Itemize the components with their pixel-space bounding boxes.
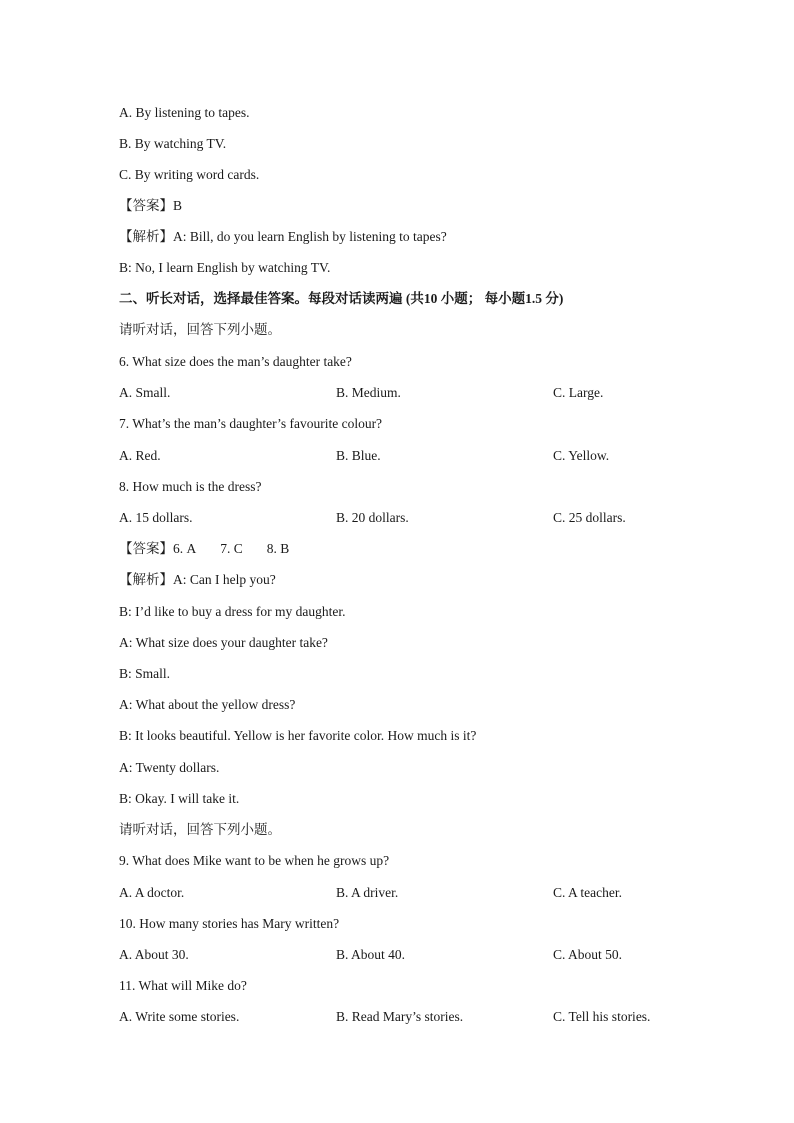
q7-option-c: C. Yellow. (553, 448, 610, 463)
q9-option-a: A. A doctor. (119, 885, 185, 900)
q11-text: 11. What will Mike do? (119, 978, 247, 993)
q5-analysis-line-2: B: No, I learn English by watching TV. (119, 260, 331, 275)
q10-option-c: C. About 50. (553, 947, 623, 962)
q8-option-b: B. 20 dollars. (336, 510, 409, 525)
q8-option-c: C. 25 dollars. (553, 510, 626, 525)
analysis-6-8-line-3: A: What size does your daughter take? (119, 635, 328, 650)
analysis-6-8-line-2: B: I’d like to buy a dress for my daughter. (119, 604, 346, 619)
q10-option-b: B. About 40. (336, 947, 406, 962)
analysis-6-8-line-7: A: Twenty dollars. (119, 760, 220, 775)
q5-option-b: B. By watching TV. (119, 136, 227, 151)
q7-option-a: A. Red. (119, 448, 161, 463)
q10-text: 10. How many stories has Mary written? (119, 916, 340, 931)
instruction-1: 请听对话，回答下列小题。 (119, 322, 281, 337)
analysis-6-8-line-6: B: It looks beautiful. Yellow is her favorite color. How much is it? (119, 728, 477, 743)
q9-option-b: B. A driver. (336, 885, 399, 900)
q6-option-c: C. Large. (553, 385, 604, 400)
q8-option-a: A. 15 dollars. (119, 510, 193, 525)
answer-6-8 (119, 540, 289, 558)
q11-option-b: B. Read Mary’s stories. (336, 1009, 464, 1024)
section2-heading: 二、听长对话，选择最佳答案。每段对话读两遍 (共10 小题； 每小题1.5 分) (119, 291, 564, 306)
q10-option-a: A. About 30. (119, 947, 189, 962)
analysis-6-8-line-8: B: Okay. I will take it. (119, 791, 240, 806)
analysis-6-8-line-1: 【解析】A: Can I help you? (119, 572, 276, 587)
q5-option-c: C. By writing word cards. (119, 167, 260, 182)
q6-option-b: B. Medium. (336, 385, 401, 400)
q6-text: 6. What size does the man’s daughter take? (119, 354, 352, 369)
q6-option-a: A. Small. (119, 385, 171, 400)
q11-option-c: C. Tell his stories. (553, 1009, 651, 1024)
q9-option-c: C. A teacher. (553, 885, 622, 900)
analysis-6-8-line-4: B: Small. (119, 666, 171, 681)
q8-text: 8. How much is the dress? (119, 479, 262, 494)
q9-text: 9. What does Mike want to be when he grows up? (119, 853, 390, 868)
q5-analysis-line-1: 【解析】A: Bill, do you learn English by listening to tapes? (119, 229, 447, 244)
q7-text: 7. What’s the man’s daughter’s favourite colour? (119, 416, 383, 431)
q11-option-a: A. Write some stories. (119, 1009, 240, 1024)
answer-7: 7. C (220, 541, 243, 556)
instruction-2: 请听对话，回答下列小题。 (119, 822, 281, 837)
q5-answer: 【答案】B (119, 198, 183, 213)
q5-option-a: A. By listening to tapes. (119, 105, 250, 120)
q7-option-b: B. Blue. (336, 448, 381, 463)
answer-6: 【答案】6. A (119, 541, 197, 556)
answer-8: 8. B (266, 541, 290, 556)
analysis-6-8-line-5: A: What about the yellow dress? (119, 697, 296, 712)
